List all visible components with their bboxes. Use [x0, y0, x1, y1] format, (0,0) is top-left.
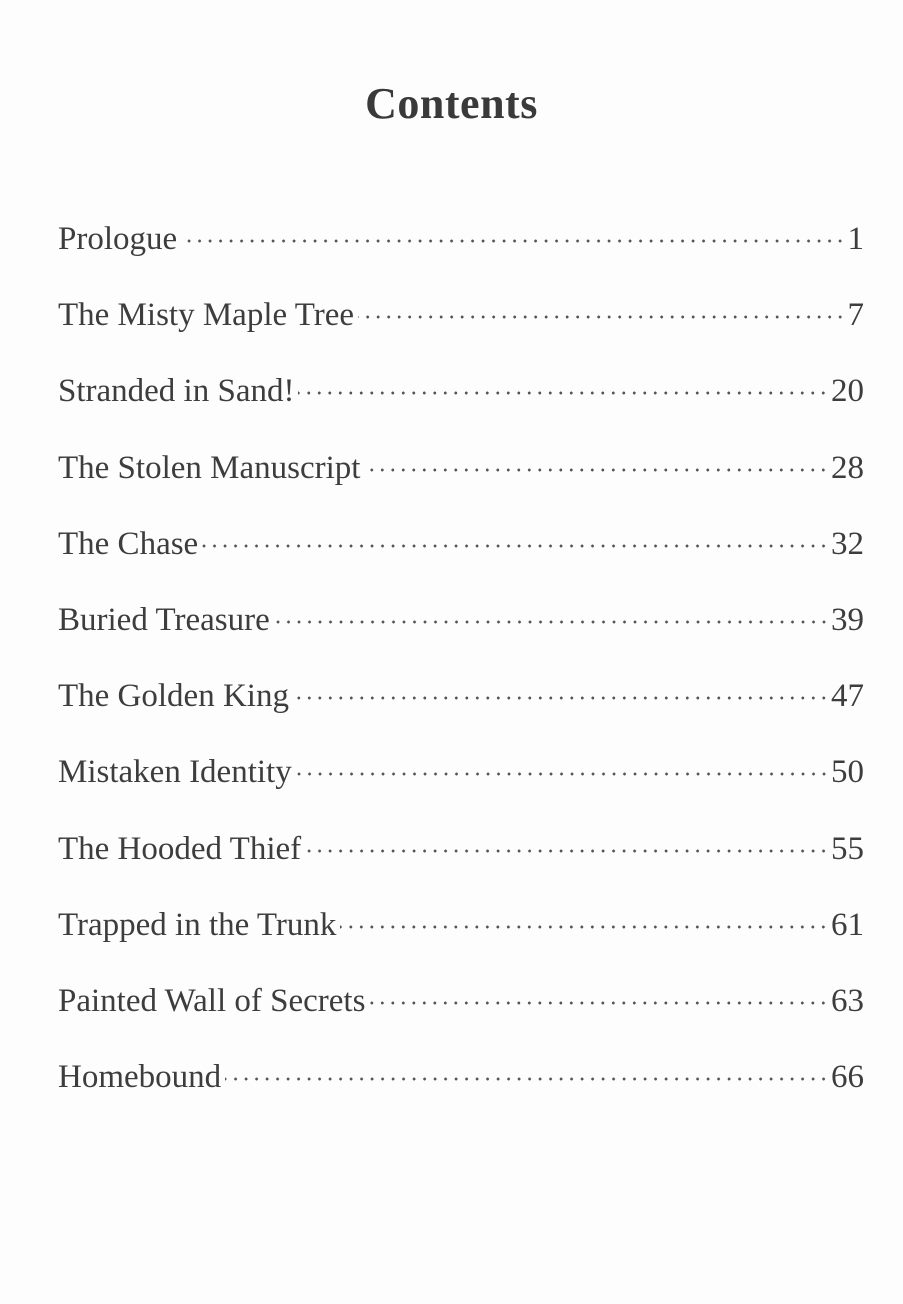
chapter-title: Homebound: [58, 1059, 222, 1096]
table-of-contents: [58, 216, 864, 1130]
page-number: 32: [831, 525, 864, 562]
dot-leader: [340, 902, 829, 935]
page-number: 63: [831, 982, 864, 1019]
toc-entry[interactable]: [58, 749, 864, 825]
dot-leader: [293, 673, 829, 706]
chapter-title: Buried Treasure: [58, 601, 270, 638]
dot-leader: [305, 826, 829, 859]
page-number: 66: [831, 1059, 864, 1096]
dot-leader: [369, 978, 829, 1011]
chapter-title: The Chase: [58, 525, 199, 562]
toc-entry[interactable]: [58, 292, 864, 368]
toc-entry[interactable]: [58, 368, 864, 444]
page-number: 1: [847, 221, 864, 257]
chapter-title: The Golden King: [58, 678, 289, 715]
page-title: Contents: [365, 79, 538, 128]
chapter-title: The Hooded Thief: [58, 830, 302, 867]
page-number: 50: [831, 754, 864, 791]
toc-entry[interactable]: [58, 597, 864, 673]
page-number: 7: [847, 297, 864, 334]
dot-leader: [225, 1054, 829, 1087]
dot-leader: [274, 597, 829, 630]
toc-entry[interactable]: [58, 673, 864, 749]
page-number: 61: [831, 906, 864, 943]
chapter-title: The Misty Maple Tree: [58, 297, 355, 334]
dot-leader: [296, 749, 829, 782]
page-number: 55: [831, 830, 864, 867]
page-number: 20: [831, 373, 864, 410]
toc-entry[interactable]: [58, 826, 864, 902]
chapter-title: Trapped in the Trunk: [58, 906, 337, 943]
toc-entry[interactable]: [58, 216, 864, 292]
toc-entry[interactable]: [58, 521, 864, 597]
toc-entry[interactable]: [58, 445, 864, 521]
page-number: 28: [831, 449, 864, 486]
toc-entry[interactable]: [58, 902, 864, 978]
dot-leader: [358, 292, 845, 325]
toc-entry[interactable]: [58, 1054, 864, 1130]
dot-leader: [202, 521, 829, 554]
chapter-title: Stranded in Sand!: [58, 373, 295, 410]
chapter-title: Mistaken Identity: [58, 754, 292, 791]
chapter-title: The Stolen Manuscript: [58, 449, 361, 486]
page-number: 39: [831, 601, 864, 638]
dot-leader: [298, 368, 829, 401]
chapter-title: Painted Wall of Secrets: [58, 982, 366, 1019]
dot-leader: [364, 445, 829, 478]
chapter-title: Prologue: [58, 221, 178, 257]
page-number: 47: [831, 678, 864, 715]
dot-leader: [181, 216, 845, 249]
toc-entry[interactable]: [58, 978, 864, 1054]
